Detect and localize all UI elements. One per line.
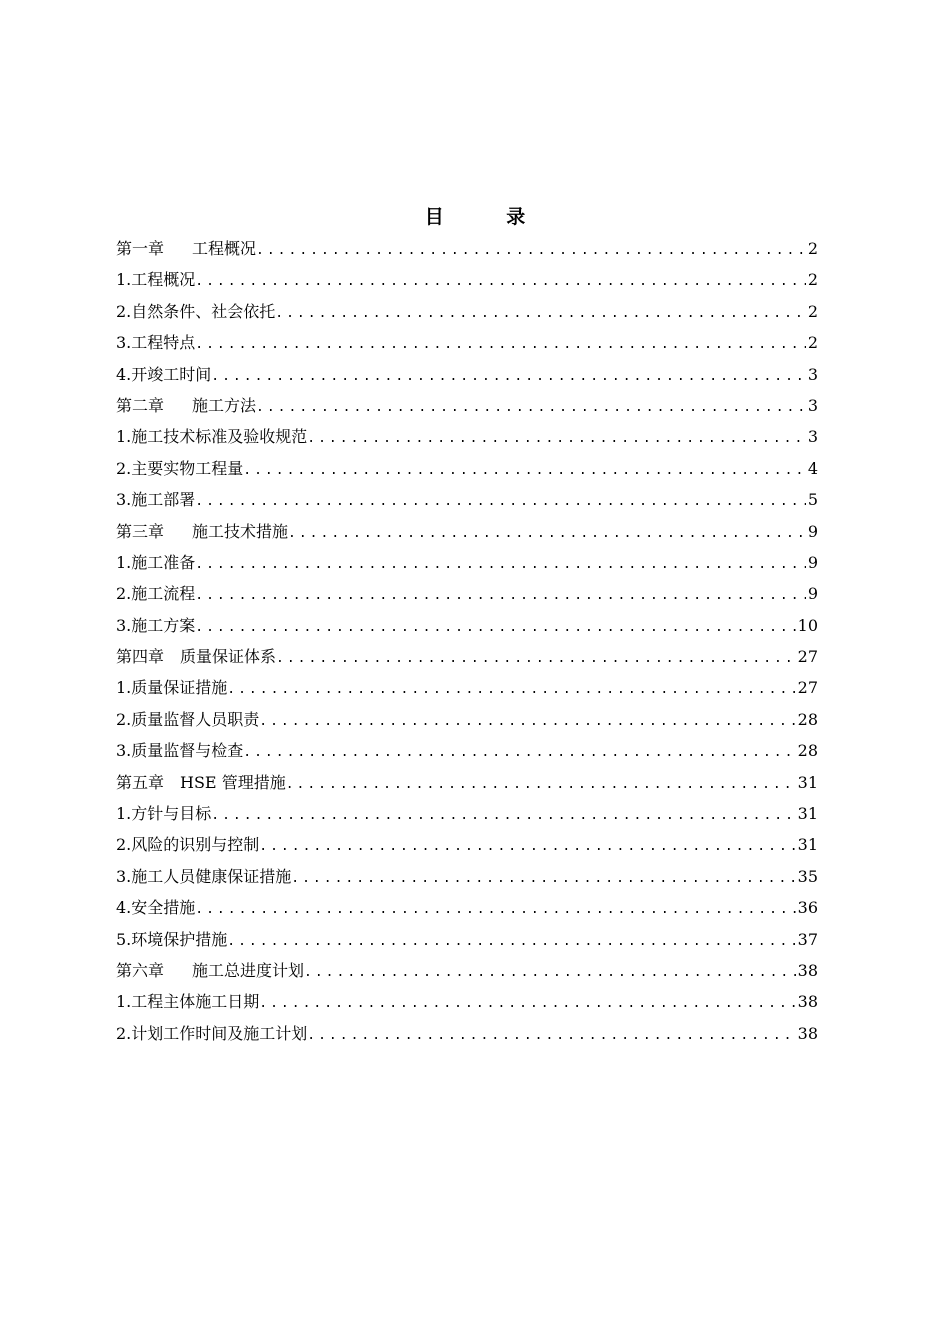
toc-dot-leader	[307, 1020, 795, 1049]
toc-dot-leader	[195, 486, 806, 515]
toc-section-entry[interactable]	[116, 327, 818, 358]
toc-section-entry[interactable]	[116, 892, 818, 923]
toc-section-entry[interactable]	[116, 735, 818, 766]
toc-entry-title: 环境保护措施	[131, 929, 228, 949]
toc-dot-leader	[195, 894, 795, 923]
toc-entry-label	[116, 672, 227, 703]
toc-section-entry[interactable]	[116, 861, 818, 892]
toc-page-number: 4	[807, 458, 818, 478]
toc-section-entry[interactable]	[116, 578, 818, 609]
toc-entry-number: 2.	[116, 584, 132, 604]
toc-dot-leader	[195, 580, 806, 609]
toc-entry-label	[116, 233, 256, 264]
toc-entry-title: 施工方法	[192, 395, 257, 415]
toc-entry-title: 工程主体施工日期	[131, 992, 260, 1012]
toc-dot-leader	[256, 235, 806, 264]
toc-entry-number: 2.	[116, 835, 132, 855]
toc-page-number: 9	[807, 584, 818, 604]
toc-entry-title: 质量监督与检查	[131, 741, 244, 761]
toc-section-entry[interactable]	[116, 296, 818, 327]
toc-section-entry[interactable]	[116, 453, 818, 484]
toc-dot-leader	[291, 863, 795, 892]
toc-entry-title: 工程特点	[131, 333, 196, 353]
toc-entry-label	[116, 829, 259, 860]
toc-dot-leader	[259, 988, 795, 1017]
toc-page-number: 35	[797, 866, 818, 886]
toc-dot-leader	[211, 800, 795, 829]
toc-entry-label	[116, 986, 259, 1017]
toc-entry-label	[116, 264, 195, 295]
toc-chapter-entry[interactable]	[116, 233, 818, 264]
toc-page-number: 9	[807, 552, 818, 572]
toc-entry-label	[116, 390, 256, 421]
toc-dot-leader	[307, 423, 806, 452]
toc-entry-number: 1.	[116, 678, 132, 698]
toc-entry-number: 2.	[116, 1023, 132, 1043]
toc-chapter-entry[interactable]	[116, 516, 818, 547]
toc-entry-title: 开竣工时间	[131, 364, 212, 384]
toc-entry-label	[116, 547, 195, 578]
toc-entry-label	[116, 578, 195, 609]
toc-dot-leader	[286, 769, 796, 798]
toc-page-number: 9	[807, 521, 818, 541]
toc-entry-number: 2.	[116, 709, 132, 729]
toc-dot-leader	[259, 831, 795, 860]
toc-entry-label	[116, 892, 195, 923]
toc-page-number: 2	[807, 270, 818, 290]
toc-entry-number: 2.	[116, 301, 132, 321]
toc-page-number: 36	[797, 898, 818, 918]
toc-page-number: 31	[797, 835, 818, 855]
toc-entry-title: 安全措施	[131, 898, 196, 918]
toc-entry-label	[116, 704, 259, 735]
toc-chapter-entry[interactable]	[116, 955, 818, 986]
toc-entry-title: 施工总进度计划	[192, 960, 305, 980]
toc-page-number: 38	[797, 960, 818, 980]
toc-page-number: 27	[797, 647, 818, 667]
toc-entry-title: 施工人员健康保证措施	[131, 866, 292, 886]
toc-section-entry[interactable]	[116, 359, 818, 390]
toc-section-entry[interactable]	[116, 484, 818, 515]
toc-entry-number: 1.	[116, 427, 132, 447]
toc-section-entry[interactable]	[116, 547, 818, 578]
toc-entry-title: 方针与目标	[131, 804, 212, 824]
toc-entry-label	[116, 955, 304, 986]
toc-entry-number: 2.	[116, 458, 132, 478]
toc-entry-number: 3.	[116, 866, 132, 886]
toc-entry-title: 计划工作时间及施工计划	[131, 1023, 308, 1043]
toc-page-number: 3	[807, 364, 818, 384]
toc-dot-leader	[288, 518, 806, 547]
toc-entry-label	[116, 610, 195, 641]
toc-entry-title: 工程概况	[192, 239, 257, 258]
toc-entry-number: 1.	[116, 270, 132, 290]
toc-entry-title: 工程概况	[131, 270, 196, 290]
toc-section-entry[interactable]	[116, 672, 818, 703]
toc-entry-title: 质量保证体系	[180, 647, 277, 667]
toc-entry-number: 3.	[116, 333, 132, 353]
toc-entry-title: 风险的识别与控制	[131, 835, 260, 855]
toc-chapter-entry[interactable]	[116, 390, 818, 421]
toc-chapter-entry[interactable]	[116, 767, 818, 798]
toc-entry-title: 自然条件、社会依托	[131, 301, 276, 321]
toc-page-number: 3	[807, 395, 818, 415]
toc-page-number: 3	[807, 427, 818, 447]
toc-dot-leader	[243, 455, 806, 484]
toc-section-entry[interactable]	[116, 986, 818, 1017]
toc-entry-title: 施工方案	[131, 615, 196, 635]
toc-page-number: 38	[797, 1023, 818, 1043]
toc-entry-number: 1.	[116, 552, 132, 572]
toc-entry-number: 3.	[116, 615, 132, 635]
toc-dot-leader	[195, 549, 806, 578]
toc-section-entry[interactable]	[116, 798, 818, 829]
toc-entry-number: 第二章	[116, 395, 165, 415]
toc-section-entry[interactable]	[116, 704, 818, 735]
toc-entry-title: 质量保证措施	[131, 678, 228, 698]
toc-page-number: 2	[807, 333, 818, 353]
toc-entry-number: 第五章	[116, 772, 165, 792]
toc-page-number: 2	[807, 301, 818, 321]
toc-dot-leader	[227, 674, 795, 703]
toc-entry-title: 主要实物工程量	[131, 458, 244, 478]
toc-entry-label	[116, 453, 243, 484]
toc-dot-leader	[243, 737, 795, 766]
toc-entry-title: 施工技术标准及验收规范	[131, 427, 308, 447]
toc-entry-title: 施工部署	[131, 490, 196, 510]
toc-section-entry[interactable]	[116, 924, 818, 955]
toc-entry-label	[116, 421, 307, 452]
toc-entry-number: 1.	[116, 804, 132, 824]
toc-entry-title: 施工技术措施	[192, 521, 289, 541]
toc-page-number: 27	[797, 678, 818, 698]
toc-section-entry[interactable]	[116, 1018, 818, 1049]
toc-entry-number: 3.	[116, 490, 132, 510]
toc-entry-number: 第一章	[116, 239, 165, 258]
toc-entry-label	[116, 767, 286, 798]
toc-entry-title: 质量监督人员职责	[131, 709, 260, 729]
toc-chapter-entry[interactable]	[116, 641, 818, 672]
toc-dot-leader	[195, 329, 806, 358]
toc-dot-leader	[256, 392, 806, 421]
toc-entry-label	[116, 484, 195, 515]
toc-entry-number: 5.	[116, 929, 132, 949]
toc-section-entry[interactable]	[116, 610, 818, 641]
toc-section-entry[interactable]	[116, 829, 818, 860]
toc-entry-number: 4.	[116, 364, 132, 384]
toc-dot-leader	[259, 706, 795, 735]
toc-entry-title: 施工准备	[131, 552, 196, 572]
toc-dot-leader	[195, 266, 806, 295]
toc-entry-number: 1.	[116, 992, 132, 1012]
toc-entry-label	[116, 735, 243, 766]
toc-entry-label	[116, 296, 275, 327]
toc-section-entry[interactable]	[116, 264, 818, 295]
toc-entry-number: 第六章	[116, 960, 165, 980]
toc-dot-leader	[211, 361, 806, 390]
toc-dot-leader	[276, 643, 796, 672]
toc-title: 目 录	[424, 206, 554, 228]
toc-page-number: 38	[797, 992, 818, 1012]
toc-dot-leader	[227, 926, 795, 955]
toc-page-number: 28	[797, 709, 818, 729]
toc-page-number: 5	[807, 490, 818, 510]
toc-entry-title: 施工流程	[131, 584, 196, 604]
toc-dot-leader	[195, 612, 795, 641]
toc-entry-label	[116, 516, 288, 547]
toc-section-entry[interactable]	[116, 421, 818, 452]
toc-entry-label	[116, 641, 276, 672]
toc-entry-label	[116, 359, 211, 390]
toc-entry-label	[116, 924, 227, 955]
toc-page-number: 2	[807, 239, 818, 258]
toc-entry-label	[116, 798, 211, 829]
toc-dot-leader	[275, 298, 806, 327]
toc-entry-label	[116, 1018, 307, 1049]
toc-page-number: 10	[797, 615, 818, 635]
toc-entry-number: 第三章	[116, 521, 165, 541]
toc-page-number: 31	[797, 804, 818, 824]
toc-page-number: 28	[797, 741, 818, 761]
toc-page-number: 31	[797, 772, 818, 792]
toc-entry-number: 第四章	[116, 647, 165, 667]
toc-entry-title: HSE 管理措施	[180, 772, 286, 792]
toc-page-number: 37	[797, 929, 818, 949]
toc-entry-label	[116, 861, 291, 892]
toc-dot-leader	[304, 957, 796, 986]
toc-entry-number: 4.	[116, 898, 132, 918]
toc-entry-number: 3.	[116, 741, 132, 761]
toc-entry-label	[116, 327, 195, 358]
toc-list	[116, 233, 818, 1049]
